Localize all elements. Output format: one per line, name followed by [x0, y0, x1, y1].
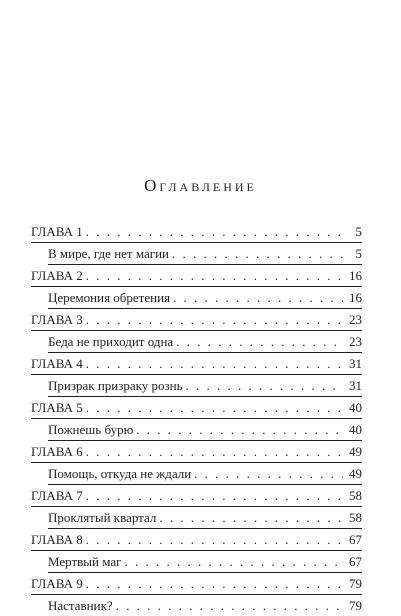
page-number: 49 — [349, 444, 362, 459]
dot-leader — [172, 243, 343, 264]
toc-chapter-1 — [31, 221, 362, 265]
subentry-label: В мире, где нет магии — [48, 246, 170, 261]
toc-chapter-7 — [31, 485, 362, 529]
toc-subentry[interactable] — [31, 375, 362, 396]
subentry-label: Церемония обретения — [48, 290, 171, 305]
toc-chapter-5 — [31, 397, 362, 441]
dot-leader — [194, 463, 343, 484]
page-number: 40 — [349, 422, 362, 437]
toc-chapter-3 — [31, 309, 362, 353]
toc-subentry[interactable] — [31, 287, 362, 308]
toc-entry[interactable] — [31, 441, 362, 462]
page-number: 5 — [355, 246, 362, 261]
toc-subentry[interactable] — [31, 243, 362, 264]
dot-leader — [86, 485, 343, 506]
toc-entry[interactable] — [31, 221, 362, 242]
chapter-label: ГЛАВА 9 — [31, 576, 83, 591]
toc-entry[interactable] — [31, 309, 362, 330]
dot-leader — [86, 221, 343, 242]
page-number: 23 — [349, 312, 362, 327]
page-number: 23 — [349, 334, 362, 349]
page-number: 16 — [349, 290, 362, 305]
subentry-label: Наставник? — [48, 598, 113, 613]
chapter-label: ГЛАВА 7 — [31, 488, 83, 503]
toc-subentry[interactable] — [31, 507, 362, 528]
page-number: 40 — [349, 400, 362, 415]
chapter-label: ГЛАВА 4 — [31, 356, 83, 371]
page-number: 49 — [349, 466, 362, 481]
toc-entry[interactable] — [31, 573, 362, 594]
toc-chapter-6 — [31, 441, 362, 485]
page-number: 67 — [349, 554, 362, 569]
dot-leader — [116, 595, 343, 616]
page-number: 79 — [349, 576, 362, 591]
subentry-label: Мертвый маг — [48, 554, 122, 569]
page-number: 31 — [349, 378, 362, 393]
dot-leader — [86, 397, 343, 418]
chapter-label: ГЛАВА 5 — [31, 400, 83, 415]
subentry-label: Пожнешь бурю — [48, 422, 134, 437]
toc-chapter-2 — [31, 265, 362, 309]
toc-subentry[interactable] — [31, 463, 362, 484]
chapter-label: ГЛАВА 6 — [31, 444, 83, 459]
subentry-label: Помощь, откуда не ждали — [48, 466, 192, 481]
page-number: 58 — [349, 488, 362, 503]
toc-subentry[interactable] — [31, 419, 362, 440]
toc-entry[interactable] — [31, 529, 362, 550]
dot-leader — [86, 265, 343, 286]
subentry-label: Проклятый квартал — [48, 510, 157, 525]
toc-chapter-8 — [31, 529, 362, 573]
toc-entry[interactable] — [31, 265, 362, 286]
table-of-contents — [31, 221, 362, 616]
dot-leader — [86, 353, 343, 374]
dot-leader — [125, 551, 344, 572]
page-number: 16 — [349, 268, 362, 283]
toc-subentry[interactable] — [31, 595, 362, 616]
chapter-label: ГЛАВА 8 — [31, 532, 83, 547]
toc-chapter-9 — [31, 573, 362, 616]
chapter-label: ГЛАВА 3 — [31, 312, 83, 327]
dot-leader — [173, 287, 343, 308]
dot-leader — [136, 419, 343, 440]
subentry-label: Призрак призраку рознь — [48, 378, 183, 393]
dot-leader — [186, 375, 343, 396]
toc-title: Оглавление — [144, 176, 257, 195]
page-number: 79 — [349, 598, 362, 613]
toc-entry[interactable] — [31, 353, 362, 374]
dot-leader — [86, 441, 343, 462]
dot-leader — [86, 573, 343, 594]
toc-entry[interactable] — [31, 397, 362, 418]
toc-chapter-4 — [31, 353, 362, 397]
toc-subentry[interactable] — [31, 551, 362, 572]
dot-leader — [176, 331, 343, 352]
subentry-label: Беда не приходит одна — [48, 334, 174, 349]
dot-leader — [86, 529, 343, 550]
dot-leader — [159, 507, 343, 528]
page-number: 67 — [349, 532, 362, 547]
chapter-label: ГЛАВА 1 — [31, 224, 83, 239]
page-number: 58 — [349, 510, 362, 525]
page-number: 5 — [355, 224, 362, 239]
toc-entry[interactable] — [31, 485, 362, 506]
chapter-label: ГЛАВА 2 — [31, 268, 83, 283]
toc-subentry[interactable] — [31, 331, 362, 352]
page-number: 31 — [349, 356, 362, 371]
dot-leader — [86, 309, 343, 330]
